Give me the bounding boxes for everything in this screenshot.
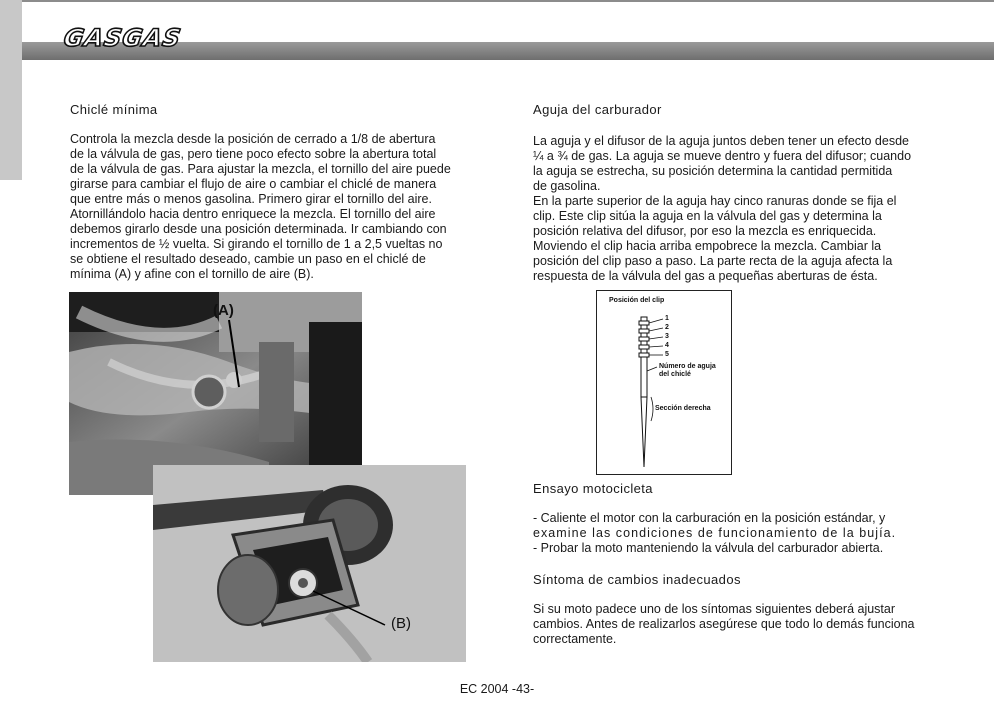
- text-line: clip. Este clip sitúa la aguja en la válvula del gas y determina la: [533, 209, 882, 223]
- text-line: cambios. Antes de realizarlos asegúrese que todo lo demás funciona: [533, 617, 915, 631]
- text-line: Si su moto padece uno de los síntomas siguientes deberá ajustar: [533, 602, 896, 616]
- text-line: de la válvula de gas. Para ajustar la mezcla, el tornillo del aire puede: [70, 162, 451, 176]
- text-line: En la parte superior de la aguja hay cinco ranuras donde se fija el: [533, 194, 897, 208]
- text-line: la aguja se estrecha, su posición determina la cantidad permitida: [533, 164, 893, 178]
- heading-aguja: Aguja del carburador: [533, 102, 662, 117]
- straight-section-label: Sección derecha: [655, 405, 711, 412]
- text-line: que entre más o menos gasolina. Primero girar el tornillo del aire.: [70, 192, 432, 206]
- top-rule: [0, 0, 994, 2]
- clip-position-1: 1: [665, 315, 669, 322]
- photo-b-image: [153, 465, 466, 662]
- text-line: debemos girarlo desde una posición determinada. Ir cambiando con: [70, 222, 447, 236]
- text-line: - Caliente el motor con la carburación en la posición estándar, y: [533, 511, 886, 525]
- clip-position-5: 5: [665, 351, 669, 358]
- text-line: Atornillándolo hacia dentro enriquece la mezcla. El tornillo del aire: [70, 207, 436, 221]
- text-line: incrementos de ½ vuelta. Si girando el tornillo de 1 a 2,5 vueltas no: [70, 237, 443, 251]
- text-line: respuesta de la válvula del gas a pequeñas aberturas de ésta.: [533, 269, 878, 283]
- text-line: mínima (A) y afine con el tornillo de aire (B).: [70, 267, 314, 281]
- left-margin-bar: [0, 0, 22, 180]
- text-line: de la válvula de gas, pero tiene poco efecto sobre la abertura total: [70, 147, 437, 161]
- heading-sintoma: Síntoma de cambios inadecuados: [533, 572, 741, 587]
- text-line: La aguja y el difusor de la aguja juntos deben tener un efecto desde: [533, 134, 909, 148]
- text-line: - Probar la moto manteniendo la válvula del carburador abierta.: [533, 541, 884, 555]
- needle-clip-diagram: [596, 290, 732, 475]
- text-line: de gasolina.: [533, 179, 601, 193]
- text-line: posición relativa del difusor, por eso la mezcla es enriquecida.: [533, 224, 877, 238]
- brand-logo: GASGAS: [61, 24, 184, 52]
- sintoma-text: [533, 602, 928, 647]
- text-line: posición del clip paso a paso. La parte recta de la aguja afecta la: [533, 254, 893, 268]
- text-line: girarse para cambiar el flujo de aire o cambiar el chiclé de manera: [70, 177, 437, 191]
- text-line: Controla la mezcla desde la posición de cerrado a 1/8 de abertura: [70, 132, 436, 146]
- text-line: Moviendo el clip hacia arriba empobrece la mezcla. Cambiar la: [533, 239, 882, 253]
- text-line: examine las condiciones de funcionamiento de la bujía.: [533, 526, 897, 540]
- ensayo-text: [533, 511, 928, 556]
- aguja-text: [533, 134, 928, 284]
- callout-b: (B): [391, 615, 411, 632]
- clip-position-4: 4: [665, 342, 669, 349]
- text-line: correctamente.: [533, 632, 617, 646]
- callout-a: (A): [213, 302, 234, 319]
- heading-chicle-minima: Chiclé mínima: [70, 102, 158, 117]
- text-line: ¼ a ¾ de gas. La aguja se mueve dentro y fuera del difusor; cuando: [533, 149, 912, 163]
- photo-carburetor-b: [153, 465, 466, 662]
- page-footer: EC 2004 -43-: [459, 682, 535, 696]
- clip-position-2: 2: [665, 324, 669, 331]
- heading-ensayo: Ensayo motocicleta: [533, 481, 653, 496]
- needle-drawing: [597, 291, 731, 474]
- text-line: se obtiene el resultado deseado, cambie un paso en el chiclé de: [70, 252, 426, 266]
- needle-number-label: Número de aguja del chiclé: [659, 363, 716, 378]
- chicle-minima-text: [70, 132, 466, 282]
- clip-position-3: 3: [665, 333, 669, 340]
- diagram-title: Posición del clip: [609, 297, 665, 304]
